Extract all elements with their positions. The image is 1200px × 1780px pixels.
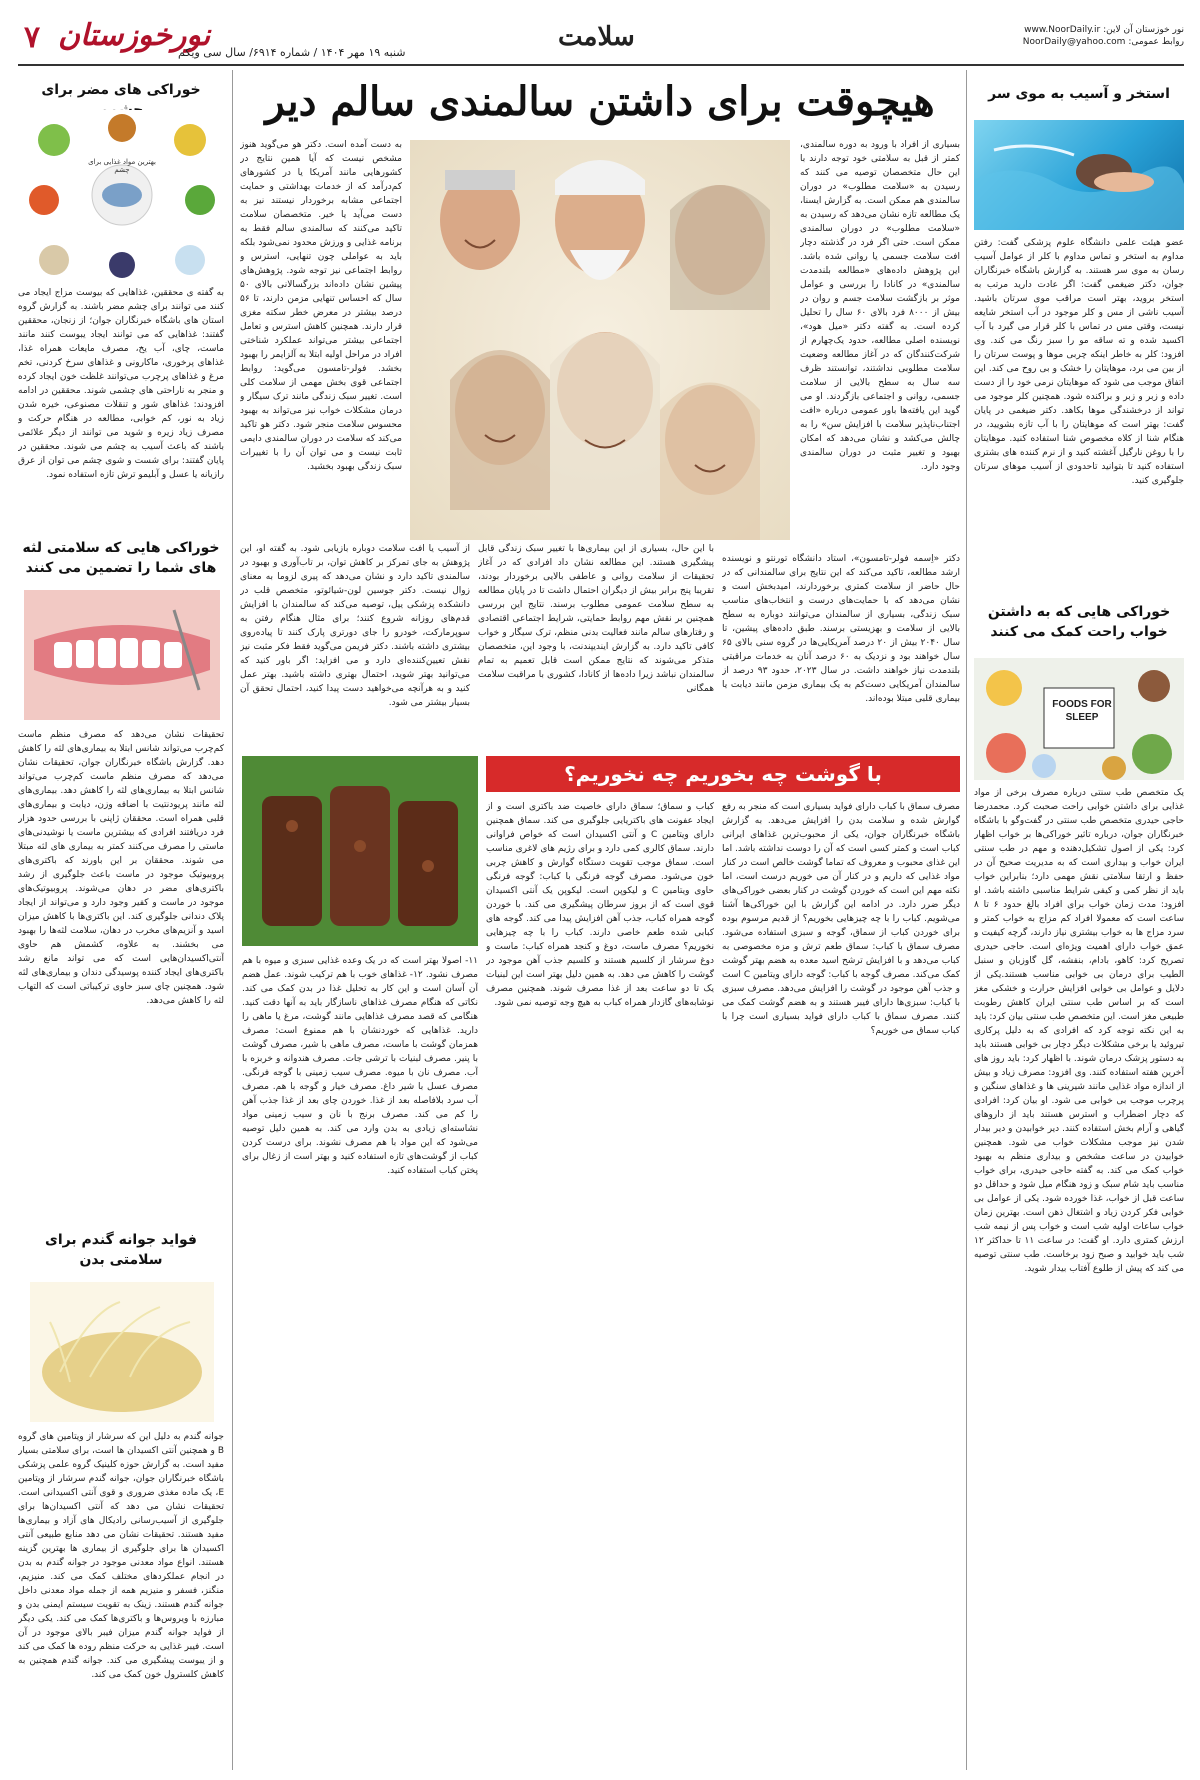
sleep-foods-caption: FOODS FOR SLEEP	[1052, 699, 1112, 723]
gum-foods-title: خوراکی هایی که سلامتی لثه های شما را تضمین می کنند	[22, 540, 220, 576]
paper-logo: نورخوزستان	[58, 18, 211, 53]
kebab-photo	[242, 756, 478, 946]
elderly-group-illustration	[410, 140, 790, 540]
main-article-col3: دکتر «اِسمه فولر-تامسون»، استاد دانشگاه تورنتو و نویسنده ارشد مطالعه، تاکید می‌کند که این نتایج برای سالمندانی که در حال حاضر از سلامت کمتری برخوردارند، امیدبخش است و نشان می‌دهد که با حمایت‌های درست و انتخاب‌های مناسب سبک زندگی، بسیاری از سالمندان می‌توانند دوباره به سطح بالایی از سلامت و بهزیستی برسند. طبق داده‌های پیشین، تا سال ۲۰۴۰ بیش از ۲۰ درصد آمریکایی‌ها در گروه سنی بالای ۶۵ سال خواهند بود و نزدیک به ۶۰ درصد آنان به خدمات مراقبتی بلندمدت نیاز خواهند داشت. در سال ۲۰۲۳، حدود ۹۳ درصد از سالمندان آمریکایی دست‌کم به یک بیماری مزمن مانند دیابت یا بیماری قلبی مبتلا بوده‌اند.	[722, 554, 960, 704]
issue-info: شنبه ۱۹ مهر ۱۴۰۴ / شماره ۶۹۱۴/ سال سی ویکم	[178, 46, 406, 59]
meat-article-col2: کباب و سماق؛ سماق دارای خاصیت ضد باکتری است و از ایجاد عفونت های باکتریایی جلوگیری می کند. سماق همچنین دارای ویتامین C و آنتی اکسیدان است که خواص فراوانی دارند. سماق کالری کمی دارد و برای رژیم های لاغری مناسب است. سماق موجب تقویت دستگاه گوارش و کاهش چربی خون می‌شود. مصرف گوجه فرنگی با کباب: گوجه فرنگی حاوی ویتامین C و لیکوپن است. لیکوپن یک آنتی اکسیدان قوی است که از بروز سرطان پیشگیری می کند. با خوردن گوجه همراه کباب، جذب آهن افزایش پیدا می کند. گوجه های کبابی شده طعم خاصی دارند. کباب را با چه چیزهایی نخوریم؟ مصرف ماست، دوغ و کنجد همراه کباب: ماست و دوغ سرشار از کلسیم هستند و کلسیم جذب آهن موجود در گوشت را کاهش می دهد. به همین دلیل بهتر است این لبنیات یک تا دو ساعت بعد از غذا مصرف شوند. همچنین مصرف نوشابه‌های گازدار همراه کباب به هیچ وجه توصیه نمی شود.	[486, 802, 714, 1008]
main-article-col2: به دست آمده است. دکتر هو می‌گوید هنوز مشخص نیست که آیا همین نتایج در کشورهایی مانند آمریکا یا در کشورهای کم‌درآمد که از خدمات بهداشتی و حمایت اجتماعی مشابه برخوردار نیستند نیز به دست می‌آید یا خیر. متخصصان سلامت تاکید می‌کنند که سالمندی سالم فقط به برنامه غذایی و ورزش محدود نمی‌شود بلکه باید به عواملی چون تنهایی، استرس و روابط اجتماعی نیز توجه شود. پژوهش‌های پیشین نشان داده‌اند بزرگسالانی بالای ۵۰ سال که احساس تنهایی مزمن دارند، تا ۵۶ درصد بیشتر در معرض خطر سکته مغزی قرار دارند. همچنین کاهش استرس و تعامل اجتماعی بیشتر می‌تواند عملکرد شناختی افراد در مراحل اولیه ابتلا به آلزایمر را بهبود بخشد. فولر-تامسون می‌گوید: روابط اجتماعی قوی بخش مهمی از سلامت کلی است. تغییر سبک زندگی مانند ترک سیگار و درمان مشکلات خواب نیز می‌تواند به بهبود محسوس سلامت منجر شود. دکتر هو تاکید می‌کند که سلامت در دوران سالمندی دایمی ثابت نیست و می توان آن را با تغییرات سبک زندگی بهبود بخشید.	[240, 140, 402, 472]
meat-article-col1: مصرف سماق با کباب دارای فواید بسیاری است که منجر به رفع گوارش شده و سلامت بدن را افزایش می‌دهد. به گزارش باشگاه خبرنگاران جوان، یکی از محبوب‌ترین غذاهای ایرانی کباب است و کمتر کسی است که آن را دوست نداشته باشد. اما این غذای محبوب و معروف که تماما گوشت خالص است در کنار مواد غذایی که داریم و در کنار آن می خوریم درست است، اما نکته مهم این است که خوردن گوشت در کنار بعضی خوراکی‌های دیگر ضرر دارد. در ادامه این گزارش با این خوراکی‌ها آشنا می‌شویم. کباب را با چه چیزهایی بخوریم؟ از قدیم مرسوم بوده برای خوردن کباب از سماق، گوجه و سبزی استفاده می‌شود. مصرف سماق با کباب: سماق طعم ترش و مزه مخصوصی به کباب می‌دهد و با افزایش ترشح اسید معده به هضم بهتر گوشت کمک می‌کند. مصرف گوجه با کباب: گوجه دارای ویتامین C است و جذب آهن موجود در گوشت را افزایش می‌دهد. مصرف سبزی با کباب: سبزی‌ها دارای فیبر هستند و به هضم گوشت کمک می کنند. مصرف سماق با کباب دارای فواید بسیاری است چرا با کباب سماق می خوریم؟	[722, 802, 960, 1036]
website-line[interactable]: نور خوزستان آن لاین: www.NoorDaily.ir	[1024, 25, 1184, 35]
column-rule	[966, 70, 967, 1770]
section-title: سلامت	[558, 22, 635, 52]
contact-info	[984, 24, 1184, 48]
main-article-col4: با این حال، بسیاری از این بیماری‌ها با تغییر سبک زندگی قابل پیشگیری هستند. این مطالعه نشان داد افرادی که در آغاز تحقیقات از سلامت روانی و عاطفی بالایی برخوردار بودند، تقریبا پنج برابر بیش از دیگران احتمال داشت تا در پایان مطالعه به سطح سلامت عمومی مطلوب برسند. نتایج این بررسی همچنین بر نقش مهم روابط حمایتی، شرایط اجتماعی اقتصادی و رفتارهای سالم مانند فعالیت بدنی منظم، ترک سیگار و خواب کافی تاکید دارد. به گزارش ایندیپندنت، با وجود این، متخصصان متذکر می‌شوند که نتایج ممکن است قابل تعمیم به تمام سالمندان نباشد زیرا داده‌ها از کانادا، کشوری با مراقبت سلامت همگانی	[478, 544, 714, 694]
meat-article-col4: ۱۱- اصولا بهتر است که در یک وعده غذایی سبزی و میوه با هم مصرف نشود. ۱۲- غذاهای خوب با هم ترکیب شوند. عمل هضم آن آسان است و این کار به تحلیل غذا در بدن کمک می کند. نکاتی که هنگام مصرف غذاهای ناسازگار باید به آنها دقت کنید. هنگامی که قصد مصرف غذاهایی مانند گوشت، مرغ یا ماهی را دارید. غذاهایی که خوردنشان با هم ممنوع است: مصرف همزمان گوشت با ماست، مصرف ماهی با شیر، مصرف گوشت با پنیر. مصرف لبنیات با ترشی جات. مصرف هندوانه و خربزه با آب. مصرف نان با میوه. مصرف سیب زمینی با گوجه فرنگی. مصرف عسل با شیر داغ. مصرف خیار و گوجه با هم. مصرف آب سرد بلافاصله بعد از غذا. خوردن چای بعد از غذا جذب آهن را کم می کند. مصرف برنج با نان و سیب زمینی مواد نشاسته‌ای زیادی به بدن وارد می کند. به همین دلیل توصیه می‌شود که این مواد با هم مصرف نشوند. برای درست کردن کباب از گوشت‌های تازه استفاده کنید و بهتر است از زغال برای پختن کباب استفاده کنید.	[242, 956, 478, 1176]
column-rule	[232, 70, 233, 1770]
main-article-col1: بسیاری از افراد با ورود به دوره سالمندی، کمتر از قبل به سلامتی خود توجه دارند با این حال متخصصان توصیه می کنند که رسیدن به «سلامت مطلوب» در دوران سالمندی هم ممکن است. به گزارش ایسنا، یک مطالعه تازه نشان می‌دهد که رسیدن به «سلامت مطلوب» در دوران سالمندی ممکن است. حتی اگر فرد در گذشته دچار افت سلامت جسمی یا روانی شده باشد. این پژوهش داده‌های «مطالعه بلندمدت سالمندی» در کانادا را بررسی و عوامل موثر بر بازگشت سلامت جسم و روان در بیش از ۸۰۰۰ فرد بالای ۶۰ سال را تحلیل کرده است. به گفته دکتر «میل هود»، نویسنده اصلی مطالعه، حدود یک‌چهارم از شرکت‌کنندگان که در آغاز مطالعه وضعیت سلامت مطلوبی نداشتند، توانستند ظرف سه سال به سطح بالایی از سلامت جسمی، روانی و اجتماعی بازگردند. او می گوید این یافته‌ها باور عمومی درباره «افت اجتناب‌ناپذیر سلامت با افزایش سن» را به چالش می‌کشد و نشان می‌دهد که امکان بهبود و تغییر مثبت در دوران سالمندی وجود دارد.	[800, 140, 960, 472]
email-line[interactable]: روابط عمومی: NoorDaily@yahoo.com	[1022, 37, 1184, 47]
sleep-foods-photo	[974, 658, 1184, 780]
meat-article-headline: با گوشت چه بخوریم چه نخوریم؟	[486, 756, 960, 792]
swimmer-photo	[974, 120, 1184, 230]
eye-foods-title: خوراکی های مضر برای	[41, 82, 201, 98]
main-article-col5: از آسیب یا افت سلامت دوباره بازیابی شود. به گفته او، این پژوهش به جای تمرکز بر کاهش توان، بر تاب‌آوری و بهبود در سالمندی تاکید دارد و نشان می‌دهد که پیری لزوما به معنای زوال نیست. دکتر جوسین لون-شیائوتو، متخصص قلب در دانشکده پزشکی ییل، توصیه می‌کند که سالمندان با افزایش قدم‌های روزانه شروع کنند؛ برای مثال هنگام رفتن به سوپرمارکت، خودرو را جای دورتری پارک کنند تا پیاده‌روی بیشتری داشته باشند. دکتر فریمن می‌گوید فقط فکر مثبت نیز نقش تعیین‌کننده‌ای دارد و می افزاید: اگر باور کنید که می‌توانید بهتر شوید، احتمال بهتری داشته باشید. بهتر عمل کنید و به هرآنچه می‌خواهید دست پیدا کنید، احتمال تحقق آن بسیار بیشتر می شود.	[240, 544, 470, 708]
gum-foods-text: تحقیقات نشان می‌دهد که مصرف منظم ماست کم‌چرب می‌تواند شانس ابتلا به بیماری‌های لثه را کاهش دهد. گزارش باشگاه خبرنگاران جوان، تحقیقات نشان می‌دهد که مصرف منظم ماست کم‌چرب می‌تواند شانس ابتلا به بیماری‌های لثه را کاهش دهد. بیماری‌های لثه مانند پریودنتیت با اضافه وزن، دیابت و بیماری‌های قلبی همراه است. محققان ژاپنی با بررسی حدود هزار فرد دریافتند افرادی که بیشترین ماست یا نوشیدنی‌های ماستی را مصرف می‌کنند کمتر به بیماری های لثه مبتلا می شوند. محققان بر این باورند که باکتری‌های پروبیوتیک موجود در ماست باعث جلوگیری از رشد باکتری‌های مضر در دهان می‌شوند. پروبیوتیک‌های موجود در ماست و کفیر وجود دارد و می‌تواند از ایجاد پلاک دندانی جلوگیری کند. این باکتری‌ها با کاهش میزان اسید و آنزیم‌های مخرب در دهان، سلامت لثه‌ها را بهبود می بخشند. به علاوه، کشمش هم حاوی آنتی‌اکسیدان‌هایی است که می تواند مانع رشد باکتری‌های ایجاد کننده پوسیدگی دندان و بیماری‌های لثه شود. همچنین چای سبز حاوی ترکیباتی است که التهاب لثه را کاهش می‌دهد.	[18, 730, 224, 1006]
sleep-foods-title: خوراکی هایی که به داشتن خواب راحت کمک می کنند	[987, 604, 1171, 640]
pool-hair-title: استخر و آسیب به موی سر	[988, 86, 1170, 102]
eye-foods-caption: بهترین مواد غذایی برای چشم	[88, 158, 156, 174]
sleep-foods-text: یک متخصص طب سنتی درباره مصرف برخی از مواد غذایی برای داشتن خوابی راحت صحبت کرد. محمدرضا حاجی حیدری متخصص طب سنتی در گفت‌وگو با باشگاه خبرنگاران جوان، درباره تاثیر خوراکی‌ها بر خواب اظهار کرد: یکی از اصول تشکیل‌دهنده و مهم در طب سنتی ایران خواب و بیداری است که به مدیریت صحیح آن در حفظ و ارتقا سلامتی نقش مهمی دارد؛ بنابراین خواب باید از نظر کمی و کیفی شرایط مناسبی داشته باشد. او افزود: مدت زمان خواب برای افراد بالغ حدود ۶ تا ۸ ساعت است که معمولا افراد کم مزاج به خواب کمتر و سرد مزاج ها به خواب بیشتری نیاز دارند، گرچه کیفیت و عمق خواب دارای اهمیت ویژه‌ای است. حاجی حیدری تصریح کرد: کاهو، بادام، بنفشه، گل گاوزبان و سنبل الطیب برای درمان بی خوابی مناسب هستند.یکی از دلایل و عوامل بی خوابی افزایش حرارت و خشکی مغز است که بر اساس طب سنتی ایران کاهش رطوبت طبیعی مغز است. این متخصص طب سنتی بیان کرد: باید به این نکته توجه کرد که افرادی که به دلیل پرکاری تیروئید یا برخی مشکلات دیگر دچار بی خوابی هستند باید به دستور پزشک درمان شوند. با اظهار کرد: باید روز های آخرین هفته استفاده کنند. وی افزود: مصرف زیاد و بیش از اندازه مواد غذایی مانند شیرینی ها و غذاهای سنگین و پرچرب موجب بی خوابی می شود. او بیان کرد: افرادی که دچار اضطراب و استرس هستند باید از داروهای گیاهی و آرام بخش استفاده کنند. دیر خوابیدن و دیر بیدار شدن نیز موجب مشکلات خواب می شود. همچنین خوابیدن در ساعت مشخص و بیداری منظم به بهبود خواب کمک می کند. به گفته حاجی حیدری، برای خواب مناسب باید شام سبک و زود هنگام میل شود و حداقل دو ساعت قبل از خواب، غذا خورده شود. یکی از عوامل بی خوابی فکر کردن زیاد و اشتغال ذهن است. بهترین زمان خواب ساعات اولیه شب است و خواب پس از نیمه شب ارزش کمتری دارد. او گفت: در ساعت ۱۱ تا حداکثر ۱۲ شب باید خوابید و صبح زود برخاست. طب سنتی توصیه می کند که پیش از طلوع آفتاب بیدار شوید.	[974, 788, 1184, 1274]
main-headline: هیچوقت برای داشتن سالمندی سالم دیر	[265, 78, 935, 125]
pool-hair-text: عضو هیئت علمی دانشگاه علوم پزشکی گفت: رفتن مداوم به استخر و تماس مداوم با کلر از عوامل آسیب رسان به موی سر هستند. به گزارش باشگاه خبرنگاران جوان، دکتر ضیغمی گفت: اگر عادت دارید مرتب به استخر بروید، بهتر است مراقب موی سرتان باشید. آسیب ناشی از مس و کلر موجود در آب استخر شایعه نیست، وقتی مس در تماس با کلر قرار می گیرد با آب اکسید شده و ته ساقه مو را سبز رنگ می کند. وی افزود: کلر به خاطر اینکه چربی موها و پوست سرتان را از بین می برد، موهایتان را خشک و بی روح می کند. این اتفاق موجب می شود که موهایتان نرمی خود را از دست داده و زبر و زبر و براکنده شود. همچنین کلر موجود می تواند از درخشندگی موها بکاهد. دکتر ضیغمی در پایان گفت: بهتر است که موهایتان را با آب تازه بشویید، در هنگام شنا از کلاه مخصوص شنا استفاده کنید. موهایتان را با روغن نارگیل آغشته کنید و از نرم کننده های بشتری استفاده کنید تا بتوانید تاحدودی از آسیب موهای سرتان جلوگیری کنید.	[974, 238, 1184, 486]
page-number: ۷	[24, 20, 41, 55]
teeth-photo	[24, 590, 220, 720]
wheat-sprouts-photo	[30, 1282, 214, 1422]
wheat-germ-text: جوانه گندم به دلیل این که سرشار از ویتامین های گروه B و همچنین آنتی اکسیدان ها است، برای سلامتی بسیار مفید است. به گزارش حوزه کلینیک گروه علمی پزشکی باشگاه خبرنگاران جوان، جوانه گندم سرشار از ویتامین E، یک ماده مغذی ضروری و قوی آنتی اکسیدانی است. تحقیقات نشان می دهد که آنتی اکسیدان‌ها برای جلوگیری از آسیب‌رسانی رادیکال های آزاد و بیماری‌ها مفید هستند. تحقیقات نشان می دهد منابع طبیعی آنتی اکسیدان ها برای جلوگیری از بیماری ها بهترین گزینه هستند. انواع مواد معدنی موجود در جوانه گندم به بدن در انجام عملکردهای مختلف کمک می کند. منیزیم، منگنز، فسفر و منیزیم همه از جمله مواد معدنی داخل جوانه گندم هستند. زینک به تقویت سیستم ایمنی بدن و مبارزه با ویروس‌ها و باکتری‌ها کمک می کند. یکی دیگر از فواید جوانه گندم میزان فیبر بالای موجود در آن است. فیبر غذایی به حرکت منظم روده ها کمک می کند و از یبوست پیشگیری می کند. جوانه گندم همچنین به کاهش کلسترول خون کمک می کند.	[18, 1432, 224, 1680]
masthead	[18, 16, 1184, 66]
wheat-germ-title: فواید جوانه گندم برای سلامتی بدن	[45, 1232, 197, 1268]
eye-foods-text: به گفته ی محققین، غذاهایی که بیوست مزاج ایجاد می کنند می توانند برای چشم مضر باشند. به گزارش گروه استان های باشگاه خبرنگاران جوان؛ از زنجان، محققین گفتند: غذاهایی که می توانند ایجاد یبوست کنند مانند ماست، چای، آب یخ، مصرف مایعات همراه غذا، غذاهای پرخوری، ماکارونی و غذاهای سرخ کردنی، تخم مرغ و غذاهای پرچرب می‌توانند غلظت خون ایجاد کرده و منجر به ناراحتی های چشمی شوند. محققین در ادامه افزودند: غذاهای شور و تنقلات مصنوعی، خیره شدن زیاد به نور، کم خوابی، مطالعه در هنگام حرکت و مصرف زیاد زیره و شوید می توانند از دیگر علائمی باشند که باعث آسیب به چشم می شوند. محققین در پایان گفتند: برای شست و شوی چشم می توان از عرق رازیانه یا عسل و آبلیمو ترش تازه استفاده نمود.	[18, 288, 224, 480]
eye-foods-photo	[24, 110, 220, 280]
